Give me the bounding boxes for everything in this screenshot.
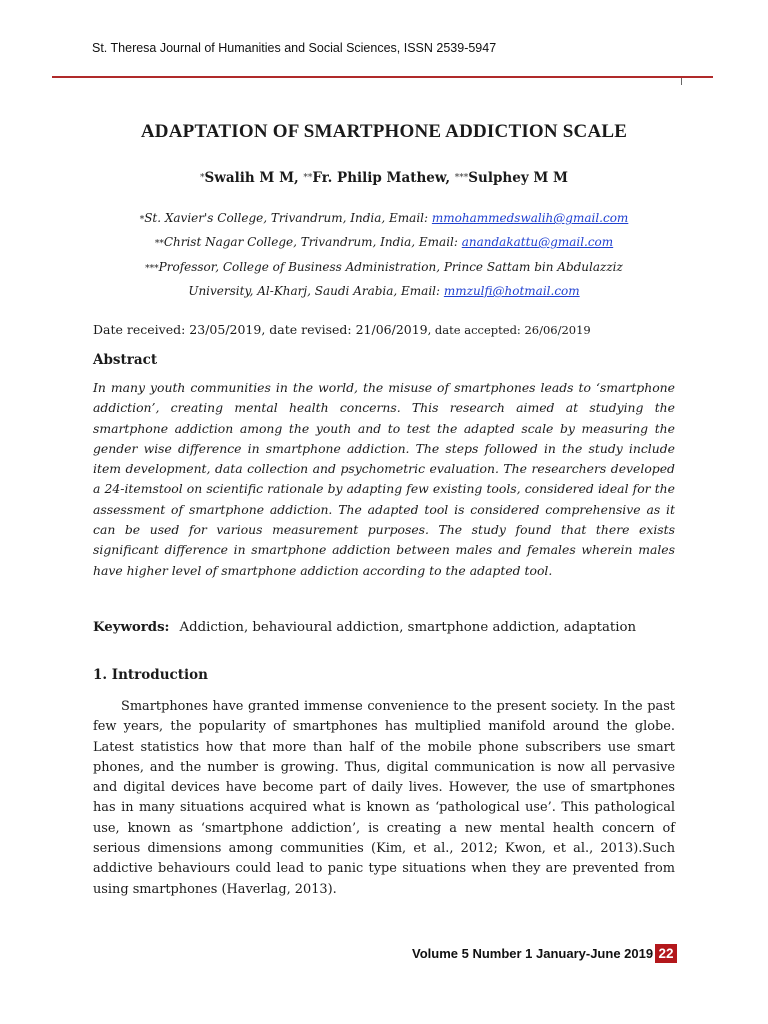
date-revised: 21/06/2019	[355, 322, 428, 337]
introduction-body: Smartphones have granted immense convenience to the present society. In the past few years, the popularity of smartphones has multiplied manifold around the globe. Latest statistics how that more than half of the mobile phone subscribers use smart phones, and the number is growing. Thus, digital communication is now all pervasive and digital devices have become part of daily lives. However, the use of smartphones has in many situations acquired what is known as ‘pathological use’. This pathological use, known as ‘smartphone addiction’, is creating a new mental health concern of serious dimensions among communities (Kim, et al., 2012; Kwon, et al., 2013).Such addictive behaviours could lead to panic type situations when they are prevented from using smartphones (Haverlag, 2013).	[93, 699, 675, 897]
paper-title: ADAPTATION OF SMARTPHONE ADDICTION SCALE	[140, 121, 628, 142]
author-mark: *	[200, 173, 205, 183]
affiliation-2	[93, 235, 675, 249]
date-accepted: 26/06/2019	[524, 323, 591, 337]
email-link[interactable]: anandakattu@gmail.com	[461, 235, 614, 249]
affiliation-mark: **	[154, 239, 164, 249]
date-accepted-label: , date accepted:	[427, 323, 525, 337]
author-mark: **	[303, 173, 313, 183]
header-rule	[52, 76, 713, 78]
affiliation-3	[93, 260, 675, 274]
keywords-text: Addiction, behavioural addiction, smartphone addiction, adaptation	[179, 620, 637, 635]
email-link[interactable]: mmohammedswalih@gmail.com	[431, 211, 629, 225]
journal-header: St. Theresa Journal of Humanities and Social Sciences, ISSN 2539-5947	[92, 41, 497, 55]
affiliation-text: Christ Nagar College, Trivandrum, India, Email:	[163, 235, 462, 249]
affiliation-text: St. Xavier's College, Trivandrum, India, Email:	[144, 211, 432, 225]
email-link[interactable]: mmzulfi@hotmail.com	[443, 284, 580, 298]
abstract-body: In many youth communities in the world, the misuse of smartphones leads to ‘smartphone addiction’, creating mental health concerns. This research aimed at studying the smartphone addiction among the youth and to test the adapted scale by measuring the gender wise difference in smartphone addiction. The steps followed in the study include item development, data collection and psychometric evaluation. The researchers developed a 24-itemstool on scientific rationale by adapting few existing tools, considered ideal for the assessment of smartphone addiction. The adapted tool is considered comprehensive as it can be used for various measurement purposes. The study found that there exists significant difference in smartphone addiction between males and females wherein males have higher level of smartphone addiction according to the adapted tool.	[93, 380, 675, 578]
abstract-heading: Abstract	[93, 352, 158, 368]
affiliation-text: Professor, College of Business Administration, Prince Sattam bin Abdulazziz	[158, 260, 623, 274]
author-name: Swalih M M,	[204, 170, 304, 186]
keywords-line	[93, 620, 636, 635]
author-mark: ***	[454, 173, 469, 183]
introduction-heading: 1. Introduction	[93, 667, 208, 683]
footer-issue: Volume 5 Number 1 January-June 2019	[412, 946, 654, 961]
date-revised-label: , date revised:	[261, 322, 356, 337]
author-name: Fr. Philip Mathew,	[312, 170, 455, 186]
affiliation-mark: ***	[145, 264, 159, 274]
date-received: 23/05/2019	[189, 322, 262, 337]
affiliation-1	[93, 211, 675, 225]
dates-line	[93, 322, 591, 337]
affiliation-mark: *	[139, 215, 145, 225]
affiliation-3-continued	[93, 284, 675, 298]
page-number-badge: 22	[655, 944, 677, 963]
author-line	[0, 170, 768, 186]
keywords-label: Keywords:	[93, 620, 170, 635]
date-received-label: Date received:	[93, 322, 190, 337]
author-name: Sulphey M M	[468, 170, 568, 186]
affiliation-text: University, Al-Kharj, Saudi Arabia, Email:	[188, 284, 444, 298]
header-tick-mark	[681, 78, 682, 85]
